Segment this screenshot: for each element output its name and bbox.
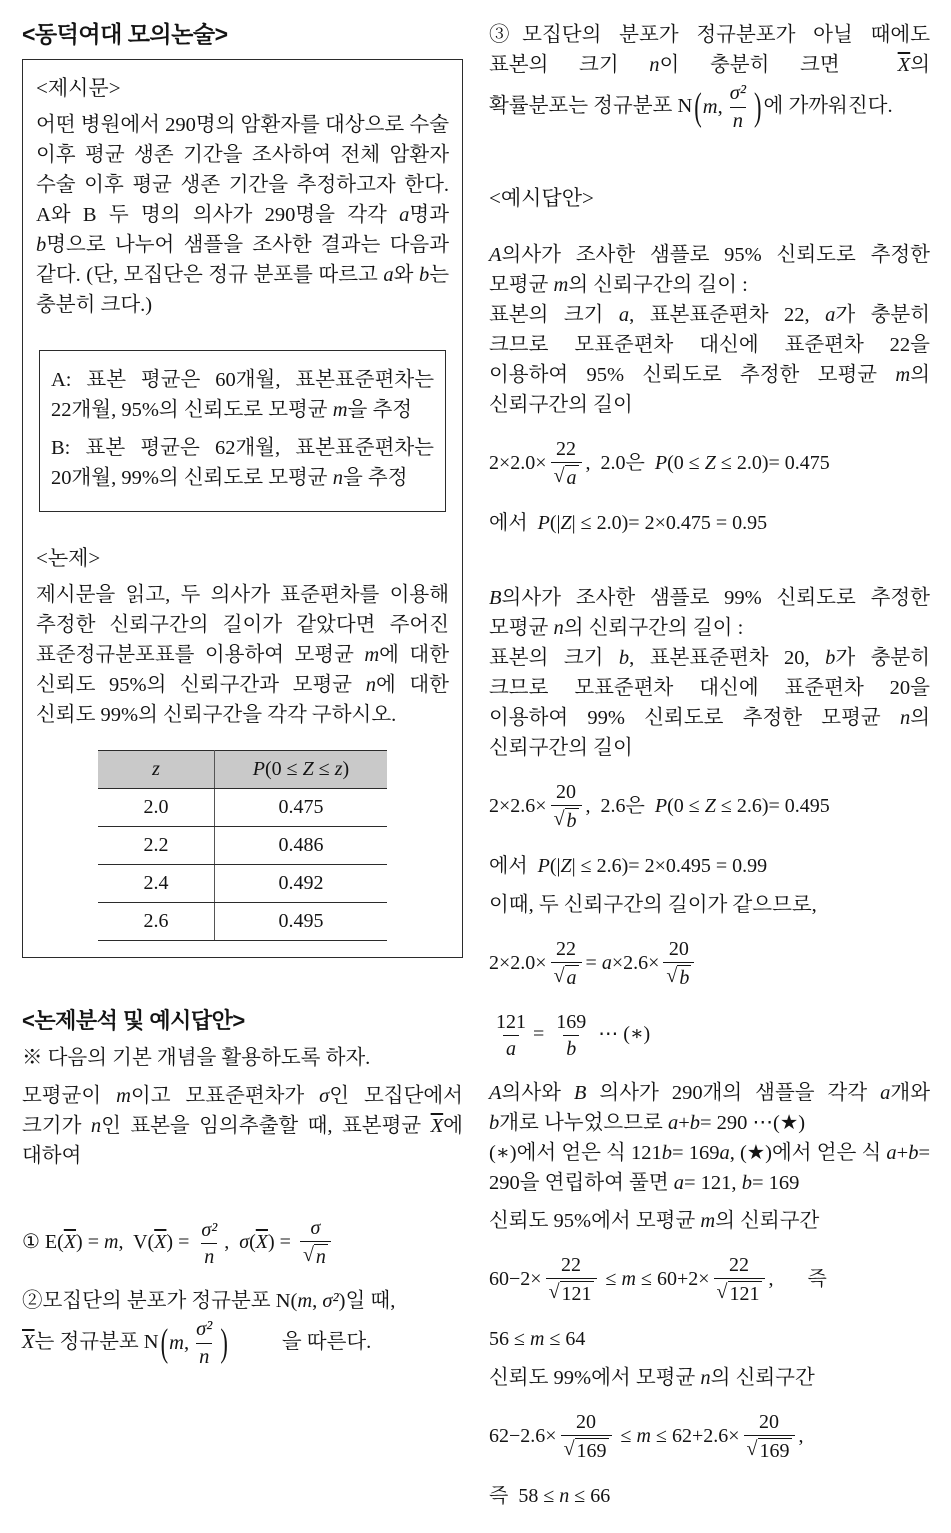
- sqrt-argument: a: [566, 967, 577, 990]
- text-run: 에 대한 신뢰도 95%의 신뢰구간과 모평균: [36, 644, 449, 696]
- text-run: 2×2.0×: [489, 952, 547, 975]
- math-variable: n: [332, 467, 343, 489]
- doctor-a-intro: [489, 240, 930, 420]
- text-run: ,: [798, 1425, 804, 1448]
- concept-intro: [22, 1081, 463, 1171]
- fraction-denominator: [744, 1435, 795, 1464]
- text-run: 에 가까워진다.: [763, 94, 893, 117]
- fraction-numerator: σ²: [729, 82, 746, 104]
- sqrt-radical-glyph: √: [563, 1438, 575, 1461]
- left-column: [22, 12, 463, 1520]
- math-variable: B: [573, 1082, 587, 1105]
- text-run: 즉: [807, 1268, 827, 1291]
- text-run: 는 정규분포 N: [34, 1330, 159, 1353]
- fraction: [193, 1318, 215, 1368]
- text-run: 이고 모표준편차가: [130, 1085, 320, 1107]
- sqrt-radical-glyph: √: [666, 965, 678, 988]
- text-run: = 169: [751, 1172, 800, 1195]
- fraction-denominator: [300, 1241, 331, 1270]
- text-run: 제시문을 읽고, 두 의사가 표준편차를 이용해 추정한 신뢰구간의 길이가 같았다면 주어진 표준정규분포표를 이용하여 모평균: [36, 584, 449, 666]
- math-variable: a: [618, 304, 630, 327]
- math-variable: b: [36, 234, 47, 256]
- fraction-denominator: n: [201, 1243, 217, 1268]
- text-run: 신뢰도 95%에서 모평균: [489, 1210, 701, 1233]
- math-variable: z: [152, 758, 160, 780]
- math-variable: m: [364, 644, 380, 666]
- sqrt-argument: b: [566, 810, 577, 833]
- overlined-variable: $\overline{X}$: [63, 1231, 77, 1254]
- equal-length-statement: [489, 890, 930, 920]
- doctor-b-probability: [489, 852, 930, 880]
- text-run: ① E(: [22, 1231, 64, 1254]
- fraction: [714, 1254, 765, 1307]
- sqrt-argument: 121: [729, 1283, 760, 1306]
- passage-body: [36, 110, 449, 320]
- math-variable: a: [383, 264, 394, 286]
- fraction: [198, 1219, 220, 1268]
- math-variable: b: [825, 647, 836, 670]
- ci99-result: [489, 1482, 930, 1510]
- fraction-denominator: [714, 1278, 765, 1307]
- text-run: 을 따른다.: [281, 1330, 372, 1353]
- text-run: 2×2.6×: [489, 795, 547, 818]
- text-run: = 169: [672, 1142, 720, 1165]
- math-variable: a: [667, 1112, 679, 1135]
- sqrt-argument: a: [566, 467, 577, 490]
- math-variable: A: [489, 1082, 502, 1105]
- case-box: [39, 350, 446, 512]
- fraction-denominator: b: [563, 1035, 579, 1060]
- math-variable: Z: [704, 795, 716, 818]
- fraction-numerator: 121: [496, 1011, 526, 1034]
- text-run: 에 대한 신뢰도 99%의 신뢰구간을 각각 구하시오.: [36, 674, 449, 726]
- z-table-cell: 2.4: [98, 865, 215, 903]
- fraction: [546, 1254, 597, 1307]
- text-run: )일 때,: [338, 1290, 396, 1312]
- math-variable: b: [618, 647, 630, 670]
- text-run: 62−2.6×: [489, 1425, 557, 1448]
- text-run: 의 신뢰구간의 길이 :: [568, 274, 748, 297]
- fraction-numerator: 20: [759, 1411, 780, 1434]
- text-run: 개로 나누었으므로: [499, 1112, 668, 1135]
- fraction: [300, 1217, 331, 1270]
- sqrt-argument: 121: [561, 1283, 592, 1306]
- fraction-numerator: σ²: [196, 1318, 213, 1340]
- sqrt-argument: 169: [759, 1440, 790, 1463]
- concept-1-formula: [22, 1215, 463, 1272]
- sqrt-argument: n: [315, 1246, 326, 1268]
- text-run: (|: [549, 512, 561, 535]
- right-paren: ): [220, 1320, 228, 1365]
- right-paren: ): [754, 84, 762, 129]
- math-variable: P: [537, 512, 550, 535]
- fraction: [551, 781, 582, 834]
- text-run: 이때, 두 신뢰구간의 길이가 같으므로,: [489, 894, 817, 917]
- basic-concept-note: ※ 다음의 기본 개념을 활용하도록 하자.: [22, 1047, 371, 1069]
- math-variable: σ: [239, 1231, 250, 1254]
- z-table-cell: 0.475: [215, 789, 388, 827]
- text-run: | ≤ 2.6)= 2×0.495 = 0.99: [571, 855, 768, 878]
- passage-heading: <제시문>: [36, 76, 121, 100]
- text-run: 의사가 290개의 샘플을 각각: [586, 1082, 881, 1105]
- math-variable: m: [297, 1290, 313, 1312]
- text-run: 에서: [489, 512, 538, 535]
- text-run: 의사가 조사한 샘플로 99% 신뢰도로 추정한 모평균: [489, 587, 930, 640]
- math-variable: A: [489, 244, 502, 267]
- math-variable: a: [673, 1172, 684, 1195]
- text-run: (0 ≤: [667, 795, 705, 818]
- math-variable: m: [895, 364, 911, 387]
- sqrt-expression: [666, 965, 691, 991]
- text-run: , 표본표준편차 22,: [629, 304, 826, 327]
- z-table-row: [98, 827, 387, 865]
- math-variable: m: [116, 1085, 131, 1107]
- math-variable: n: [553, 617, 564, 640]
- text-run: +: [678, 1112, 690, 1135]
- text-run: (0 ≤: [265, 758, 303, 780]
- text-run: ≤ 64: [544, 1328, 586, 1351]
- ci95-result: [489, 1325, 930, 1353]
- math-variable: B: [489, 587, 502, 610]
- fraction-numerator: 20: [576, 1411, 597, 1434]
- z-table-header-row: [98, 751, 387, 789]
- sqrt-radical-glyph: √: [548, 1281, 560, 1304]
- ci95-title: [489, 1206, 930, 1236]
- text-run: 명과: [409, 204, 449, 226]
- text-run: ) =: [76, 1231, 104, 1254]
- fraction: [553, 1011, 589, 1060]
- text-run: = 290을 연립하여 풀면: [489, 1142, 931, 1195]
- math-variable: Z: [302, 758, 314, 780]
- z-table-cell: 2.6: [98, 903, 215, 941]
- text-run: 의 신뢰구간의 길이: [489, 707, 930, 760]
- fraction-numerator: σ²: [201, 1219, 218, 1241]
- text-run: 표본의 크기: [489, 304, 619, 327]
- math-variable: n: [90, 1115, 102, 1137]
- math-variable: Z: [560, 855, 572, 878]
- answer-heading: <예시답안>: [489, 186, 594, 211]
- right-column: [489, 12, 930, 1520]
- sqrt-radical-glyph: √: [746, 1438, 758, 1461]
- left-paren: (: [160, 1320, 169, 1365]
- text-run: 2×2.0×: [489, 452, 547, 475]
- text-run: 에 대하여: [22, 1115, 463, 1167]
- doctor-a-probability: [489, 509, 930, 537]
- text-run: (|: [549, 855, 561, 878]
- overlined-variable: $\overline{X}$: [897, 54, 911, 76]
- text-run: ,: [183, 1332, 190, 1355]
- text-run: ): [342, 758, 350, 780]
- text-run: 인 표본을 임의추출할 때, 표본평균: [101, 1115, 431, 1137]
- case-b-text: [51, 433, 434, 493]
- fraction-numerator: 22: [729, 1254, 750, 1277]
- math-variable: a: [601, 952, 612, 975]
- fraction-numerator: 169: [556, 1011, 587, 1034]
- fraction-numerator: 22: [556, 938, 577, 961]
- text-run: B: 표본 평균은 62개월, 표본표준편차는 20개월, 99%의 신뢰도로 모평균: [51, 437, 434, 489]
- doctor-a-equation: [489, 436, 930, 493]
- sqrt-radical-glyph: √: [716, 1281, 728, 1304]
- text-run: 의 신뢰구간: [715, 1210, 820, 1233]
- math-variable: b: [489, 1112, 500, 1135]
- math-variable: m: [529, 1328, 545, 1351]
- math-variable: a: [886, 1142, 897, 1165]
- passage-box: [22, 59, 463, 958]
- fraction-denominator: [551, 805, 582, 834]
- math-variable: a: [719, 1142, 730, 1165]
- text-run: , 2.6은: [585, 795, 655, 818]
- fraction: [551, 438, 582, 491]
- z-table: [98, 750, 387, 941]
- math-variable: m: [103, 1231, 119, 1254]
- math-variable: n: [700, 1367, 711, 1390]
- text-run: (: [249, 1231, 256, 1254]
- math-variable: m: [636, 1425, 651, 1448]
- fraction-denominator: [561, 1435, 612, 1464]
- text-run: 명으로 나누어 샘플을 조사한 결과는 다음과 같다. (단, 모집단은 정규 분포를 따르고: [36, 234, 449, 286]
- text-run: 는 충분히 크다.): [36, 264, 449, 316]
- concept-3-formula: [489, 20, 930, 134]
- sqrt-expression: [747, 1438, 792, 1464]
- math-variable: σ: [319, 1085, 330, 1107]
- math-variable: P: [252, 758, 265, 780]
- topic-heading: <논제>: [36, 546, 101, 570]
- text-run: ≤ 2.6)= 0.495: [715, 795, 830, 818]
- sqrt-expression: [554, 965, 579, 991]
- math-variable: a: [399, 204, 410, 226]
- fraction-denominator: [551, 462, 582, 491]
- text-run: 을 추정: [342, 467, 408, 489]
- system-solve-paragraph: [489, 1078, 930, 1198]
- text-run: ③모집단의 분포가 정규분포가 아닐 때에도 표본의 크기: [489, 24, 930, 76]
- text-run: | ≤ 2.0)= 2×0.475 = 0.95: [571, 512, 768, 535]
- fraction-denominator: [546, 1278, 597, 1307]
- math-variable: Z: [560, 512, 572, 535]
- sqrt-expression: [549, 1281, 594, 1307]
- left-paren: (: [694, 84, 702, 129]
- text-run: 의 신뢰구간의 길이: [489, 364, 930, 417]
- math-variable: n: [899, 707, 911, 730]
- text-run: 즉 58 ≤: [489, 1485, 560, 1508]
- text-run: 의 신뢰구간: [710, 1367, 815, 1390]
- math-variable: b: [418, 264, 430, 286]
- math-variable: a: [825, 304, 836, 327]
- text-run: ≤: [615, 1425, 637, 1448]
- equal-length-equation: [489, 936, 930, 993]
- math-variable: a: [880, 1082, 891, 1105]
- ci99-equation: [489, 1409, 930, 1466]
- fraction-denominator: [551, 962, 582, 991]
- z-column-header: [98, 751, 215, 789]
- fraction: [663, 938, 694, 991]
- text-run: = 121,: [684, 1172, 742, 1195]
- overlined-variable: $\overline{X}$: [22, 1330, 35, 1353]
- text-run: 신뢰도 99%에서 모평균: [489, 1367, 701, 1390]
- text-run: 의 확률분포는 정규분포 N: [489, 54, 930, 117]
- text-run: =: [585, 952, 602, 975]
- math-variable: b: [741, 1172, 752, 1195]
- text-run: 60−2×: [489, 1268, 542, 1291]
- text-run: ≤ 2.0)= 0.475: [715, 452, 830, 475]
- page-title: <동덕여대 모의논술>: [22, 21, 228, 47]
- text-run: 을 추정: [347, 399, 413, 421]
- text-run: ,: [312, 1290, 323, 1312]
- text-run: , 표본표준편차 20,: [629, 647, 826, 670]
- overlined-variable: $\overline{X}$: [154, 1231, 167, 1254]
- sqrt-radical-glyph: √: [553, 808, 565, 831]
- text-run: (∗)에서 얻은 식 121: [489, 1142, 662, 1165]
- ci99-title: [489, 1363, 930, 1393]
- topic-body: [36, 580, 449, 730]
- case-a-text: [51, 365, 434, 425]
- text-run: ≤ 66: [569, 1485, 611, 1508]
- text-run: 의사와: [501, 1082, 574, 1105]
- math-variable: Z: [704, 452, 716, 475]
- z-table-row: [98, 865, 387, 903]
- text-run: ②모집단의 분포가 정규분포 N(: [22, 1290, 298, 1312]
- math-variable: m: [700, 1210, 716, 1233]
- text-run: 와: [393, 264, 419, 286]
- sqrt-expression: [717, 1281, 762, 1307]
- text-run: 의사가 조사한 샘플로 95% 신뢰도로 추정한 모평균: [489, 244, 930, 297]
- text-run: = 290 ⋯(★): [700, 1112, 806, 1135]
- sqrt-radical-glyph: √: [302, 1244, 314, 1266]
- overlined-variable: $\overline{X}$: [255, 1231, 268, 1254]
- fraction-numerator: 20: [556, 781, 577, 804]
- fraction-denominator: [663, 962, 694, 991]
- text-run: ≤ 60+2×: [635, 1268, 710, 1291]
- text-run: 의 신뢰구간의 길이 :: [563, 617, 744, 640]
- text-run: 이 충분히 크면: [659, 54, 840, 76]
- text-run: ×2.6×: [611, 952, 660, 975]
- text-run: 인 모집단에서 크기가: [22, 1085, 463, 1137]
- sqrt-expression: [554, 808, 579, 834]
- fraction-numerator: σ: [310, 1217, 321, 1239]
- text-run: ,: [224, 1231, 240, 1254]
- text-run: ≤ 62+2.6×: [650, 1425, 740, 1448]
- z-table-row: [98, 903, 387, 941]
- math-variable: m: [621, 1268, 636, 1291]
- sqrt-radical-glyph: √: [553, 465, 565, 488]
- fraction: [551, 938, 582, 991]
- sqrt-argument: b: [679, 967, 690, 990]
- text-run: 개와: [890, 1082, 930, 1105]
- math-variable: m: [332, 399, 348, 421]
- fraction-numerator: 22: [556, 438, 577, 461]
- math-variable: n: [649, 54, 660, 76]
- fraction-numerator: 22: [561, 1254, 582, 1277]
- text-run: ,: [768, 1268, 774, 1291]
- text-run: , V(: [118, 1231, 155, 1254]
- sqrt-argument: 169: [576, 1440, 607, 1463]
- math-variable: P: [654, 795, 668, 818]
- text-run: 모평균이: [22, 1085, 117, 1107]
- text-run: 가 충분히 크므로 모표준편차 대신에 표준편차 20을 이용하여 99% 신뢰도로 추정한 모평균: [489, 647, 931, 730]
- text-run: 가 충분히 크므로 모표준편차 대신에 표준편차 22을 이용하여 95% 신뢰도로 추정한 모평균: [489, 304, 931, 387]
- fraction-denominator: n: [196, 1343, 212, 1369]
- text-run: A: 표본 평균은 60개월, 표본표준편차는 22개월, 95%의 신뢰도로 모평균: [51, 369, 434, 421]
- text-run: =: [533, 1023, 550, 1046]
- sqrt-expression: [564, 1438, 609, 1464]
- z-table-cell: 2.2: [98, 827, 215, 865]
- fraction: [561, 1411, 612, 1464]
- math-variable: m: [553, 274, 569, 297]
- fraction-denominator: n: [730, 107, 746, 133]
- fraction: [493, 1011, 529, 1060]
- math-variable: z: [334, 758, 343, 780]
- z-table-cell: 0.486: [215, 827, 388, 865]
- math-variable: m: [702, 96, 718, 119]
- big-paren-group: [693, 80, 762, 134]
- text-run: ) =: [166, 1231, 195, 1254]
- doctor-b-equation: [489, 779, 930, 836]
- fraction-numerator: 20: [668, 938, 689, 961]
- ratio-equation: [489, 1009, 930, 1062]
- probability-column-header: [215, 751, 388, 789]
- text-run: 에서: [489, 855, 538, 878]
- text-run: ≤: [313, 758, 335, 780]
- big-paren-group: [160, 1316, 229, 1370]
- z-table-body: [98, 789, 387, 941]
- z-table-cell: 0.492: [215, 865, 388, 903]
- text-run: ,: [717, 96, 723, 119]
- math-variable: b: [689, 1112, 700, 1135]
- fraction: [727, 82, 749, 132]
- math-variable: P: [654, 452, 668, 475]
- math-variable: n: [365, 674, 376, 696]
- text-run: +: [896, 1142, 909, 1165]
- text-run: 어떤 병원에서 290명의 암환자를 대상으로 수술 이후 평균 생존 기간을 조사하여 전체 암환자 수술 이후 평균 생존 기간을 추정하고자 한다. A와 B 두 명의 의사가 290명을 각각: [36, 114, 449, 226]
- analysis-heading: <논제분석 및 예시답안>: [22, 1008, 245, 1033]
- sqrt-expression: [554, 465, 579, 491]
- fraction-denominator: a: [503, 1035, 519, 1060]
- text-run: 표본의 크기: [489, 647, 619, 670]
- text-run: ) =: [267, 1231, 296, 1254]
- paren-content: [169, 1316, 219, 1370]
- ci95-equation: [489, 1252, 930, 1309]
- math-variable: σ²: [322, 1290, 339, 1312]
- math-variable: m: [169, 1332, 184, 1355]
- text-run: ⋯ (∗): [593, 1023, 651, 1046]
- overlined-variable: $\overline{X}$: [430, 1115, 444, 1137]
- text-run: , 2.0은: [585, 452, 655, 475]
- fraction: [744, 1411, 795, 1464]
- math-variable: b: [661, 1142, 672, 1165]
- text-run: , (★)에서 얻은 식: [729, 1142, 887, 1165]
- z-table-row: [98, 789, 387, 827]
- concept-2-formula: [22, 1286, 463, 1370]
- sqrt-radical-glyph: √: [553, 965, 565, 988]
- text-run: ≤: [600, 1268, 622, 1291]
- z-table-cell: 2.0: [98, 789, 215, 827]
- math-variable: n: [559, 1485, 570, 1508]
- sqrt-expression: [303, 1244, 328, 1270]
- math-variable: b: [908, 1142, 919, 1165]
- text-run: 56 ≤: [489, 1328, 530, 1351]
- z-table-cell: 0.495: [215, 903, 388, 941]
- doctor-b-intro: [489, 583, 930, 763]
- math-variable: P: [537, 855, 550, 878]
- paren-content: [703, 80, 753, 134]
- text-run: (0 ≤: [667, 452, 705, 475]
